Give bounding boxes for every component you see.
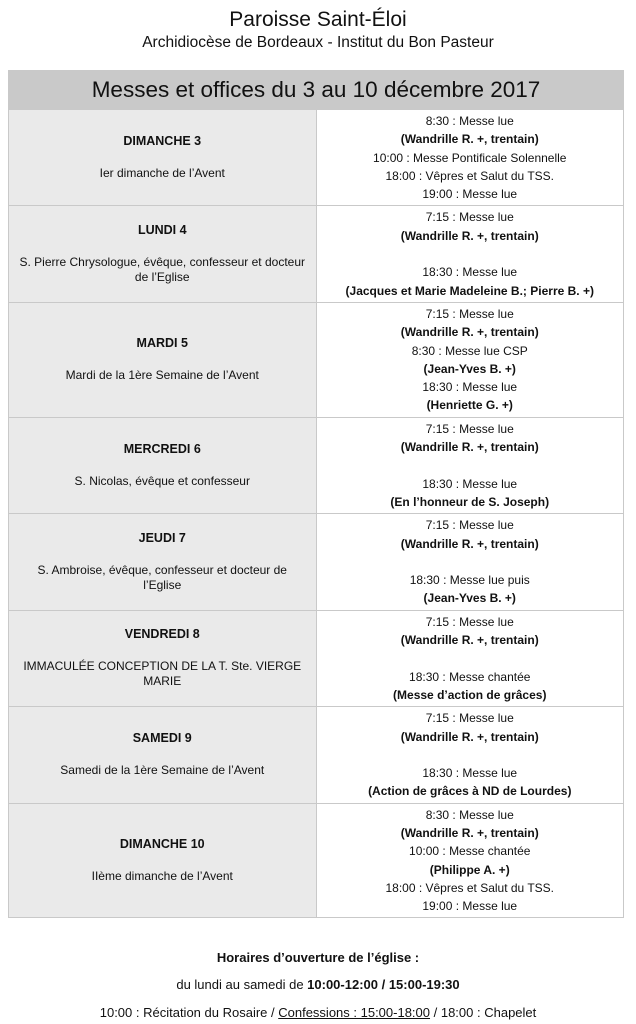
day-cell (9, 302, 317, 417)
mass-intention: (Jean-Yves B. +) (423, 591, 516, 606)
office-time: 8:30 : Messe lue CSP (411, 343, 528, 358)
office-time: 7:15 : Messe lue (425, 614, 514, 629)
offices-cell (316, 514, 624, 610)
office-time: 18:30 : Messe chantée (409, 669, 531, 684)
hours-value: 10:00-12:00 / 15:00-19:30 (307, 977, 460, 992)
day-row (9, 206, 624, 302)
office-time: 18:30 : Messe lue (422, 265, 518, 280)
office-time (317, 649, 624, 667)
office-time: 8:30 : Messe lue (425, 807, 514, 822)
day-cell (9, 803, 317, 918)
day-row (9, 707, 624, 803)
opening-hours-title: Horaires d’ouverture de l’église : (216, 950, 420, 965)
office-time: 7:15 : Messe lue (425, 518, 514, 533)
parish-name: Paroisse Saint-Éloi (229, 8, 407, 31)
feast-name: Samedi de la 1ère Semaine de l’Avent (60, 763, 265, 778)
table-title: Messes et offices du 3 au 10 décembre 2017 (9, 71, 624, 110)
office-time: 18:00 : Vêpres et Salut du TSS. (385, 880, 555, 895)
mass-intention: (Wandrille R. +, trentain) (400, 132, 539, 147)
day-cell (9, 610, 317, 706)
day-cell (9, 206, 317, 302)
day-name: MARDI 5 (136, 336, 188, 351)
offices-cell (316, 610, 624, 706)
office-time: 7:15 : Messe lue (425, 306, 514, 321)
day-cell (9, 417, 317, 513)
feast-name: Ier dimanche de l’Avent (99, 166, 225, 181)
office-time: 8:30 : Messe lue (425, 114, 514, 128)
offices-cell (316, 707, 624, 803)
day-name: DIMANCHE 3 (123, 134, 202, 149)
office-time (317, 456, 624, 474)
day-row (9, 110, 624, 206)
mass-intention: (Wandrille R. +, trentain) (400, 729, 539, 744)
day-row (9, 803, 624, 918)
office-time: 18:00 : Vêpres et Salut du TSS. (385, 168, 555, 183)
feast-name: IMMACULÉE CONCEPTION DE LA T. Ste. VIERGE MARIE (23, 659, 302, 689)
office-time: 19:00 : Messe lue (422, 899, 518, 914)
office-time: 18:30 : Messe lue (422, 380, 518, 395)
office-time (317, 553, 624, 571)
office-time (317, 746, 624, 764)
office-time: 18:30 : Messe lue (422, 476, 518, 491)
mass-intention: (Wandrille R. +, trentain) (400, 536, 539, 551)
mass-intention: (Wandrille R. +, trentain) (400, 228, 539, 243)
office-time: 7:15 : Messe lue (425, 711, 514, 726)
day-row (9, 514, 624, 610)
offices-cell (316, 803, 624, 918)
day-name: SAMEDI 9 (132, 731, 192, 746)
mass-intention: (Jacques et Marie Madeleine B.; Pierre B. +) (345, 283, 594, 298)
office-time: 10:00 : Messe chantée (409, 844, 531, 859)
offices-cell (316, 302, 624, 417)
mass-intention: (Wandrille R. +, trentain) (400, 325, 539, 340)
day-name: DIMANCHE 10 (119, 837, 205, 852)
office-time: 10:00 : Messe Pontificale Solennelle (373, 150, 567, 165)
page-header (0, 0, 636, 52)
day-name: LUNDI 4 (137, 223, 187, 238)
feast-name: S. Nicolas, évêque et confesseur (74, 473, 250, 488)
misc-line (0, 1003, 636, 1023)
day-row (9, 610, 624, 706)
feast-name: S. Ambroise, évêque, confesseur et docteur de l’Eglise (37, 562, 287, 592)
offices-cell (316, 417, 624, 513)
table-title-row (9, 71, 624, 110)
day-name: VENDREDI 8 (124, 627, 200, 642)
office-time: 19:00 : Messe lue (422, 187, 518, 202)
misc-suffix: / 18:00 : Chapelet (430, 1005, 537, 1020)
feast-name: S. Pierre Chrysologue, évêque, confesseur et docteur de l’Eglise (19, 255, 305, 285)
day-name: JEUDI 7 (138, 530, 186, 545)
office-time: 18:30 : Messe lue puis (409, 573, 530, 588)
opening-hours (0, 948, 636, 1023)
office-time: 7:15 : Messe lue (425, 210, 514, 225)
parish-subtitle: Archidiocèse de Bordeaux - Institut du Bon Pasteur (142, 34, 494, 51)
mass-intention: (Philippe A. +) (429, 862, 510, 877)
day-cell (9, 707, 317, 803)
feast-name: Mardi de la 1ère Semaine de l’Avent (65, 368, 259, 383)
office-time: 18:30 : Messe lue (422, 766, 518, 781)
day-name: MERCREDI 6 (123, 441, 201, 456)
mass-intention: (Action de grâces à ND de Lourdes) (368, 784, 572, 799)
mass-intention: (En l’honneur de S. Joseph) (390, 494, 550, 509)
mass-intention: (Wandrille R. +, trentain) (400, 825, 539, 840)
confessions-hours: Confessions : 15:00-18:00 (278, 1005, 431, 1020)
opening-hours-line (0, 975, 636, 995)
mass-intention: (Wandrille R. +, trentain) (400, 440, 539, 455)
offices-cell (316, 110, 624, 206)
misc-prefix: 10:00 : Récitation du Rosaire / (99, 1005, 279, 1020)
hours-prefix: du lundi au samedi de (176, 977, 308, 992)
mass-intention: (Messe d’action de grâces) (393, 687, 547, 702)
day-row (9, 417, 624, 513)
day-row (9, 302, 624, 417)
day-cell (9, 110, 317, 206)
feast-name: IIème dimanche de l’Avent (91, 869, 233, 884)
day-cell (9, 514, 317, 610)
mass-intention: (Wandrille R. +, trentain) (400, 633, 539, 648)
office-time (317, 245, 624, 263)
offices-cell (316, 206, 624, 302)
schedule-table (8, 70, 624, 918)
mass-intention: (Henriette G. +) (426, 398, 513, 413)
office-time: 7:15 : Messe lue (425, 421, 514, 436)
mass-intention: (Jean-Yves B. +) (423, 361, 516, 376)
